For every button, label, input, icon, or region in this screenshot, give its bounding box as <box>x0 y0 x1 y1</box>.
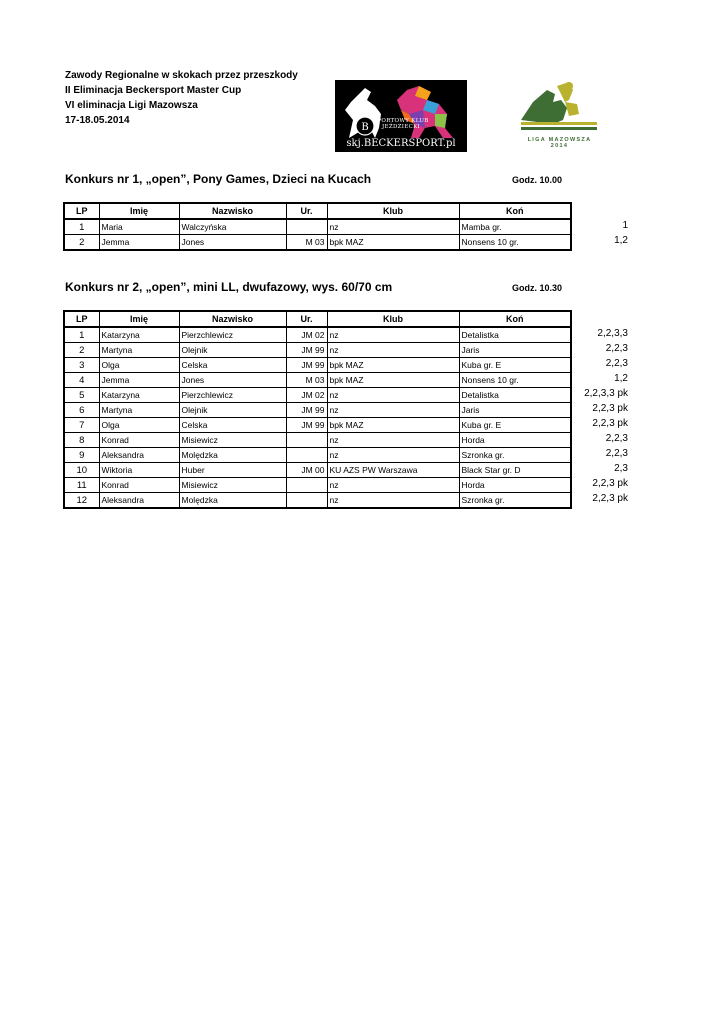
row-score: 2,2,3 <box>605 433 628 444</box>
cell-klub: KU AZS PW Warszawa <box>327 463 459 478</box>
row-score: 2,2,3 <box>605 448 628 459</box>
cell-kon: Horda <box>459 433 571 448</box>
horse-rider-icon <box>517 80 602 136</box>
cell-klub: nz <box>327 388 459 403</box>
cell-lp: 1 <box>64 219 99 235</box>
row-score: 1,2 <box>614 235 628 246</box>
cell-imie: Aleksandra <box>99 493 179 509</box>
row-score: 2,2,3,3 pk <box>584 388 628 399</box>
cell-ur: JM 02 <box>286 388 327 403</box>
cell-kon: Szronka gr. <box>459 493 571 509</box>
liga-label: LIGA MAZOWSZA 2014 <box>527 137 592 149</box>
cell-kon: Horda <box>459 478 571 493</box>
row-score: 2,2,3 pk <box>592 418 628 429</box>
cell-kon: Nonsens 10 gr. <box>459 235 571 251</box>
cell-klub: nz <box>327 327 459 343</box>
row-score: 2,2,3 <box>605 343 628 354</box>
table-row <box>64 433 571 448</box>
col-imie: Imię <box>99 203 179 219</box>
table-row <box>64 388 571 403</box>
cell-lp: 2 <box>64 343 99 358</box>
col-ur: Ur. <box>286 311 327 327</box>
cell-imie: Konrad <box>99 478 179 493</box>
cell-ur <box>286 433 327 448</box>
cell-ur <box>286 219 327 235</box>
col-imie: Imię <box>99 311 179 327</box>
cell-ur: JM 99 <box>286 358 327 373</box>
cell-nazwisko: Misiewicz <box>179 478 286 493</box>
event-header <box>65 68 298 128</box>
table-row <box>64 418 571 433</box>
becker-club-label: SPORTOWY KLUB JEŹDZIECKI <box>373 118 429 130</box>
col-kon: Koń <box>459 311 571 327</box>
row-score: 1 <box>622 220 628 231</box>
table-row <box>64 373 571 388</box>
cell-klub: nz <box>327 403 459 418</box>
cell-klub: nz <box>327 343 459 358</box>
cell-lp: 2 <box>64 235 99 251</box>
row-score: 2,2,3 <box>605 358 628 369</box>
table-header-row <box>64 311 571 327</box>
col-ur: Ur. <box>286 203 327 219</box>
cell-nazwisko: Molędzka <box>179 493 286 509</box>
competition-2-time: Godz. 10.30 <box>512 283 563 293</box>
cell-nazwisko: Celska <box>179 418 286 433</box>
cell-imie: Jemma <box>99 373 179 388</box>
cell-imie: Jemma <box>99 235 179 251</box>
cell-nazwisko: Celska <box>179 358 286 373</box>
cell-lp: 10 <box>64 463 99 478</box>
cell-klub: nz <box>327 448 459 463</box>
cell-lp: 11 <box>64 478 99 493</box>
row-score: 2,2,3 pk <box>592 478 628 489</box>
cell-klub: bpk MAZ <box>327 235 459 251</box>
cell-kon: Mamba gr. <box>459 219 571 235</box>
cell-nazwisko: Pierzchlewicz <box>179 327 286 343</box>
col-lp: LP <box>64 311 99 327</box>
cell-ur <box>286 493 327 509</box>
table-row <box>64 448 571 463</box>
row-score: 1,2 <box>614 373 628 384</box>
cell-kon: Kuba gr. E <box>459 358 571 373</box>
event-subtitle-2: VI eliminacja Ligi Mazowsza <box>65 100 198 111</box>
cell-ur: JM 99 <box>286 403 327 418</box>
cell-nazwisko: Olejnik <box>179 343 286 358</box>
cell-imie: Olga <box>99 358 179 373</box>
cell-lp: 6 <box>64 403 99 418</box>
cell-ur <box>286 478 327 493</box>
row-score: 2,2,3,3 <box>597 328 628 339</box>
becker-site-label: skj.BECKERSPORT.pl <box>346 138 456 149</box>
table-row <box>64 493 571 509</box>
table-row <box>64 463 571 478</box>
table-row <box>64 403 571 418</box>
cell-imie: Aleksandra <box>99 448 179 463</box>
cell-imie: Martyna <box>99 343 179 358</box>
cell-ur: JM 99 <box>286 343 327 358</box>
liga-mazowsza-logo <box>517 80 602 152</box>
competition-2-scores <box>578 326 628 506</box>
cell-lp: 12 <box>64 493 99 509</box>
table-row <box>64 219 571 235</box>
event-title: Zawody Regionalne w skokach przez przeszkody <box>65 70 298 81</box>
cell-nazwisko: Misiewicz <box>179 433 286 448</box>
cell-klub: nz <box>327 433 459 448</box>
cell-klub: bpk MAZ <box>327 373 459 388</box>
cell-lp: 8 <box>64 433 99 448</box>
cell-kon: Jaris <box>459 403 571 418</box>
cell-ur <box>286 448 327 463</box>
table-row <box>64 478 571 493</box>
row-score: 2,2,3 pk <box>592 403 628 414</box>
cell-kon: Jaris <box>459 343 571 358</box>
event-subtitle-1: II Eliminacja Beckersport Master Cup <box>65 85 242 96</box>
cell-lp: 9 <box>64 448 99 463</box>
row-score: 2,2,3 pk <box>592 493 628 504</box>
cell-ur: JM 00 <box>286 463 327 478</box>
cell-nazwisko: Walczyńska <box>179 219 286 235</box>
col-lp: LP <box>64 203 99 219</box>
table-row <box>64 343 571 358</box>
cell-kon: Szronka gr. <box>459 448 571 463</box>
cell-imie: Maria <box>99 219 179 235</box>
cell-lp: 3 <box>64 358 99 373</box>
col-nazwisko: Nazwisko <box>179 203 286 219</box>
cell-nazwisko: Pierzchlewicz <box>179 388 286 403</box>
col-kon: Koń <box>459 203 571 219</box>
cell-imie: Martyna <box>99 403 179 418</box>
cell-klub: bpk MAZ <box>327 418 459 433</box>
table-row <box>64 235 571 251</box>
cell-ur: JM 99 <box>286 418 327 433</box>
cell-nazwisko: Huber <box>179 463 286 478</box>
cell-imie: Katarzyna <box>99 388 179 403</box>
cell-ur: M 03 <box>286 373 327 388</box>
cell-kon: Kuba gr. E <box>459 418 571 433</box>
col-nazwisko: Nazwisko <box>179 311 286 327</box>
col-klub: Klub <box>327 203 459 219</box>
cell-klub: nz <box>327 219 459 235</box>
cell-kon: Black Star gr. D <box>459 463 571 478</box>
row-score: 2,3 <box>614 463 628 474</box>
cell-ur: M 03 <box>286 235 327 251</box>
table-header-row <box>64 203 571 219</box>
cell-nazwisko: Jones <box>179 235 286 251</box>
col-klub: Klub <box>327 311 459 327</box>
cell-ur: JM 02 <box>286 327 327 343</box>
cell-lp: 4 <box>64 373 99 388</box>
competition-2-table <box>63 310 572 509</box>
cell-klub: nz <box>327 478 459 493</box>
cell-klub: bpk MAZ <box>327 358 459 373</box>
competition-1-title: Konkurs nr 1, „open”, Pony Games, Dzieci na Kucach <box>65 172 372 186</box>
cell-lp: 1 <box>64 327 99 343</box>
cell-nazwisko: Jones <box>179 373 286 388</box>
cell-imie: Katarzyna <box>99 327 179 343</box>
cell-klub: nz <box>327 493 459 509</box>
cell-lp: 7 <box>64 418 99 433</box>
table-row <box>64 358 571 373</box>
beckersport-logo <box>335 80 467 152</box>
cell-nazwisko: Olejnik <box>179 403 286 418</box>
svg-text:B: B <box>361 122 369 133</box>
cell-nazwisko: Molędzka <box>179 448 286 463</box>
cell-lp: 5 <box>64 388 99 403</box>
cell-imie: Wiktoria <box>99 463 179 478</box>
table-row <box>64 327 571 343</box>
competition-2-title: Konkurs nr 2, „open”, mini LL, dwufazowy, wys. 60/70 cm <box>65 280 393 294</box>
competition-1-time: Godz. 10.00 <box>512 175 563 185</box>
cell-imie: Konrad <box>99 433 179 448</box>
event-date: 17-18.05.2014 <box>65 115 130 126</box>
cell-imie: Olga <box>99 418 179 433</box>
cell-kon: Detalistka <box>459 388 571 403</box>
cell-kon: Detalistka <box>459 327 571 343</box>
competition-1-scores <box>578 218 628 248</box>
cell-kon: Nonsens 10 gr. <box>459 373 571 388</box>
competition-1-table <box>63 202 572 251</box>
